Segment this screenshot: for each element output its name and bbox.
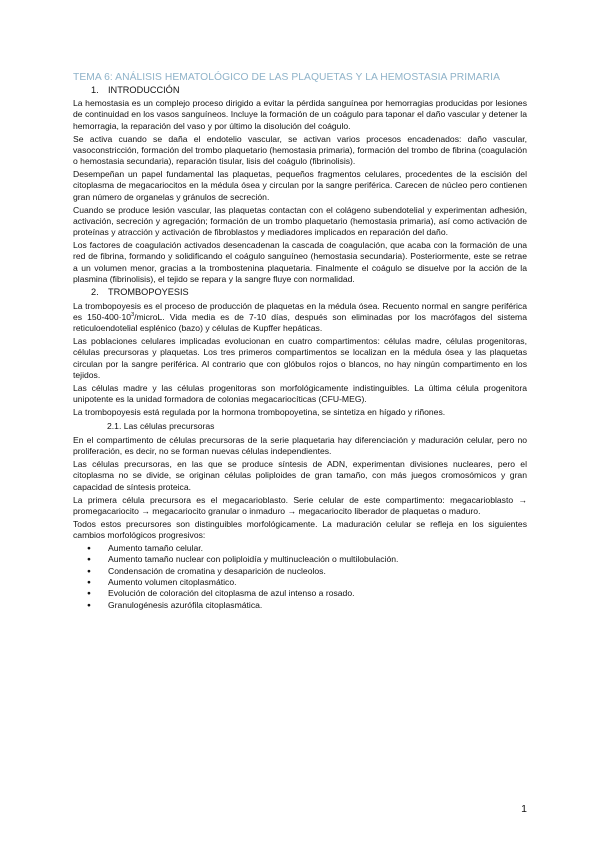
page-title: TEMA 6: ANÁLISIS HEMATOLÓGICO DE LAS PLAQUETAS Y LA HEMOSTASIA PRIMARIA — [73, 72, 500, 83]
paragraph: Las células precursoras, en las que se produce síntesis de ADN, experimentan divisiones nucleares, pero el citoplasma no se divide, se originan células poliploides de gran tamaño, con más juegos cromosómicos y gran capacidad de síntesis proteica. — [73, 459, 527, 492]
subsection-heading-celulas-precursoras: 2.1. Las células precursoras — [107, 421, 215, 432]
list-item: ● Aumento tamaño celular. — [73, 543, 527, 554]
paragraph: Las poblaciones celulares implicadas evolucionan en cuatro compartimentos: células madre, células progenitoras, células precursoras y plaquetas. Los tres primeros compartimentos se localizan en la médula ósea y las plaquetas circulan por la sangre periférica. Al contrario que con glóbulos rojos o blancos, no hay ningún compartimento en los tejidos. — [73, 336, 527, 381]
list-item: ● Evolución de coloración del citoplasma de azul intenso a rosado. — [73, 588, 527, 599]
page-number: 1 — [521, 803, 527, 815]
bullet-list — [73, 543, 527, 611]
paragraph: Los factores de coagulación activados desencadenan la cascada de coagulación, que acaba con la formación de una red de fibrina, formando y solidificando el coágulo sanguíneo (hemostasia secundaria). Posteriormente, este se retrae a un volumen menor, gracias a la trombostenina plaquetaria. Finalmente el coágulo se disuelve por la acción de la plasmina (fibrinolisis), el tejido se repara y la sangre fluye con normalidad. — [73, 240, 527, 285]
paragraph: La trombopoyesis es el proceso de producción de plaquetas en la médula ósea. Recuento normal en sangre periférica es $150-400\cdot 10^3$/microL. Vida media es de 7-10 días, después son eliminadas por los macrófagos del sistema reticuloendotelial esplénico (bazo) y células de Kupffer hepáticas. — [73, 300, 527, 334]
paragraph: En el compartimento de células precursoras de la serie plaquetaria hay diferenciación y maduración celular, pero no proliferación, es decir, no se forman nuevas células independientes. — [73, 434, 527, 457]
list-item: ● Aumento volumen citoplasmático. — [73, 577, 527, 588]
section-heading-trombopoyesis — [91, 287, 527, 299]
paragraph: La trombopoyesis está regulada por la hormona trombopoyetina, se sintetiza en hígado y riñones. — [73, 407, 446, 418]
paragraph: Desempeñan un papel fundamental las plaquetas, pequeños fragmentos celulares, procedentes de la escisión del citoplasma de megacariocitos en la médula ósea y circulan por la sangre periférica. Carecen de núcleo pero contienen gran número de organelas y gránulos de secreción. — [73, 169, 527, 202]
paragraph: Se activa cuando se daña el endotelio vascular, se activan varios procesos encadenados: daño vascular, vasoconstricción, formación del trombo plaquetario (hemostasia primaria), formación del trombo de fibrina (coagulación o hemostasia secundaria), reparación tisular, lisis del coágulo (fibrinolisis). — [73, 133, 527, 167]
document-page — [73, 72, 527, 611]
section-heading-introduccion — [91, 85, 527, 97]
section-number: 1. — [91, 84, 99, 95]
paragraph: Todos estos precursores son distinguibles morfológicamente. La maduración celular se refleja en los siguientes cambios morfológicos progresivos: — [73, 518, 527, 541]
section-number: 2. — [91, 287, 99, 297]
paragraph: La hemostasia es un complejo proceso dirigido a evitar la pérdida sanguínea por hemorragias producidas por lesiones de continuidad en los vasos sanguíneos. Incluye la formación de un coágulo para taponar el daño vascular y detener la hemorragia, la reparación del vaso y por último la disolución del coágulo. — [73, 98, 527, 131]
section-title: INTRODUCCIÓN — [108, 84, 180, 95]
paragraph: La primera célula precursora es el megacarioblasto. Serie celular de este compartimento: megacarioblasto → promegacariocito → megacariocito granular o inmaduro → megacariocito liberador de plaquetas o maduro. — [73, 494, 527, 516]
list-item: ● Condensación de cromatina y desaparición de nucleolos. — [73, 566, 527, 577]
paragraph: Las células madre y las células progenitoras son morfológicamente indistinguibles. La última célula progenitora unipotente es la unidad formadora de colonias megacariocíticas (CFU-MEG). — [73, 382, 527, 405]
list-item: ● Granulogénesis azurófila citoplasmática. — [73, 600, 527, 611]
paragraph: Cuando se produce lesión vascular, las plaquetas contactan con el colágeno subendotelial y experimentan adhesión, activación, secreción y agregación; formación de un trombo plaquetario (hemostasia primaria), así como activación de proteínas y atracción y activación de fibroblastos y mediadores implicados en reparación del daño. — [73, 204, 527, 238]
section-title: TROMBOPOYESIS — [108, 287, 189, 297]
list-item: ● Aumento tamaño nuclear con poliploidía y multinucleación o multilobulación. — [73, 554, 527, 565]
